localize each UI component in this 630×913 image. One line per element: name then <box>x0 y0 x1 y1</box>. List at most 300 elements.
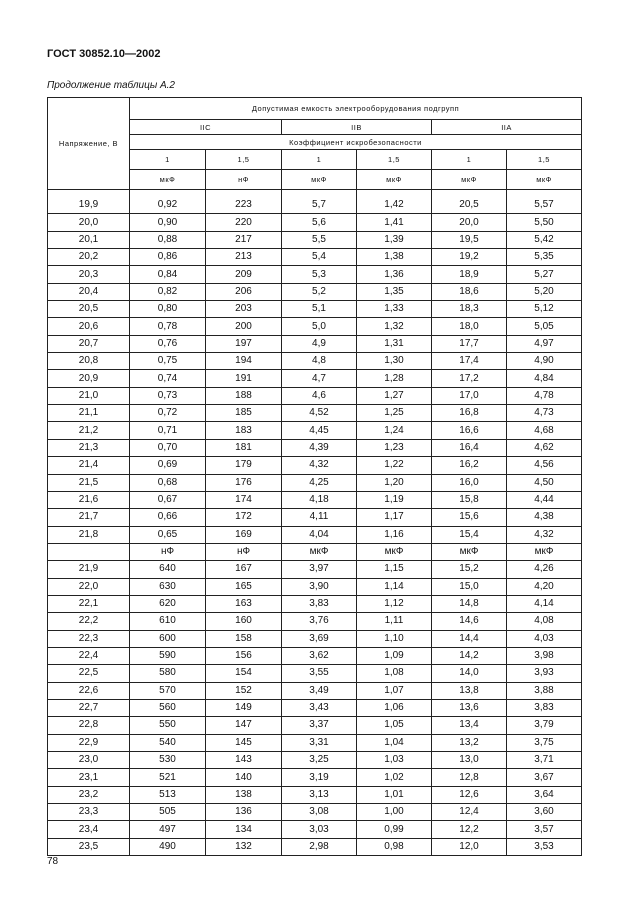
capacitance-cell: 152 <box>206 682 282 699</box>
capacitance-cell: 580 <box>130 665 206 682</box>
voltage-cell: 23,4 <box>48 821 130 838</box>
capacitance-cell: 1,07 <box>357 682 432 699</box>
capacitance-cell: 3,88 <box>507 682 582 699</box>
capacitance-cell: 0,84 <box>130 266 206 283</box>
voltage-cell: 19,9 <box>48 197 130 214</box>
capacitance-cell: 213 <box>206 249 282 266</box>
capacitance-cell: 4,56 <box>507 457 582 474</box>
voltage-cell: 20,6 <box>48 318 130 335</box>
table-row <box>48 387 582 404</box>
table-row <box>48 301 582 318</box>
capacitance-cell: 0,72 <box>130 405 206 422</box>
capacitance-cell: 4,32 <box>507 526 582 543</box>
voltage-cell: 22,2 <box>48 613 130 630</box>
capacitance-cell: 138 <box>206 786 282 803</box>
capacitance-cell: 0,80 <box>130 301 206 318</box>
capacitance-cell: 1,24 <box>357 422 432 439</box>
capacitance-cell: 5,42 <box>507 231 582 248</box>
capacitance-cell: 15,0 <box>432 578 507 595</box>
capacitance-cell: 140 <box>206 769 282 786</box>
table-row <box>48 214 582 231</box>
capacitance-cell: мкФ <box>357 543 432 560</box>
capacitance-cell: 5,35 <box>507 249 582 266</box>
capacitance-cell: 1,31 <box>357 335 432 352</box>
capacitance-cell: 0,71 <box>130 422 206 439</box>
capacitance-cell: 0,73 <box>130 387 206 404</box>
capacitance-cell: 0,67 <box>130 491 206 508</box>
capacitance-cell: 530 <box>130 752 206 769</box>
unit-cell: мкФ <box>432 170 507 190</box>
capacitance-cell: 14,4 <box>432 630 507 647</box>
capacitance-cell: 4,26 <box>507 561 582 578</box>
capacitance-cell: 540 <box>130 734 206 751</box>
capacitance-cell: 5,20 <box>507 283 582 300</box>
capacitance-cell: 0,82 <box>130 283 206 300</box>
capacitance-cell: 0,99 <box>357 821 432 838</box>
capacitance-cell: 1,39 <box>357 231 432 248</box>
capacitance-cell: 174 <box>206 491 282 508</box>
capacitance-cell: 620 <box>130 595 206 612</box>
capacitance-cell: 1,14 <box>357 578 432 595</box>
table-row <box>48 491 582 508</box>
capacitance-cell: 3,69 <box>282 630 357 647</box>
capacitance-cell: 16,0 <box>432 474 507 491</box>
capacitance-cell: 3,71 <box>507 752 582 769</box>
capacitance-cell: 3,25 <box>282 752 357 769</box>
capacitance-cell: 640 <box>130 561 206 578</box>
table-row <box>48 509 582 526</box>
capacitance-cell: 181 <box>206 439 282 456</box>
voltage-cell: 23,3 <box>48 804 130 821</box>
capacitance-cell: 0,65 <box>130 526 206 543</box>
capacitance-cell: 169 <box>206 526 282 543</box>
group-header: IIC <box>130 120 282 135</box>
capacitance-cell: 3,37 <box>282 717 357 734</box>
capacitance-cell: 12,6 <box>432 786 507 803</box>
capacitance-cell: 206 <box>206 283 282 300</box>
coefficient-cell: 1 <box>282 150 357 170</box>
capacitance-cell: 14,6 <box>432 613 507 630</box>
table-row <box>48 665 582 682</box>
capacitance-cell: 13,6 <box>432 699 507 716</box>
capacitance-cell: 1,11 <box>357 613 432 630</box>
capacitance-cell: 4,11 <box>282 509 357 526</box>
table-row <box>48 197 582 214</box>
voltage-cell: 22,3 <box>48 630 130 647</box>
voltage-cell: 22,0 <box>48 578 130 595</box>
capacitance-cell: 4,14 <box>507 595 582 612</box>
capacitance-cell: 4,39 <box>282 439 357 456</box>
voltage-header: Напряжение, В <box>48 98 130 190</box>
voltage-cell: 21,5 <box>48 474 130 491</box>
voltage-cell: 23,1 <box>48 769 130 786</box>
capacitance-cell: 0,68 <box>130 474 206 491</box>
capacitance-cell: 1,23 <box>357 439 432 456</box>
coefficient-header: Коэффициент искробезопасности <box>130 135 582 150</box>
capacitance-cell: 0,70 <box>130 439 206 456</box>
capacitance-cell: 0,86 <box>130 249 206 266</box>
capacitance-cell: 191 <box>206 370 282 387</box>
capacitance-cell: 4,03 <box>507 630 582 647</box>
capacitance-cell: 156 <box>206 647 282 664</box>
voltage-cell: 20,8 <box>48 353 130 370</box>
voltage-cell <box>48 543 130 560</box>
capacitance-cell: 13,4 <box>432 717 507 734</box>
voltage-cell: 22,6 <box>48 682 130 699</box>
capacitance-cell: 18,3 <box>432 301 507 318</box>
capacitance-cell: 1,09 <box>357 647 432 664</box>
capacitance-cell: 12,0 <box>432 838 507 855</box>
capacitance-cell: 17,2 <box>432 370 507 387</box>
capacitance-cell: 1,36 <box>357 266 432 283</box>
coefficient-cell: 1 <box>432 150 507 170</box>
capacitance-cell: 143 <box>206 752 282 769</box>
capacitance-cell: 3,43 <box>282 699 357 716</box>
capacitance-cell: 4,38 <box>507 509 582 526</box>
capacitance-cell: 179 <box>206 457 282 474</box>
capacitance-cell: 3,83 <box>507 699 582 716</box>
voltage-cell: 20,1 <box>48 231 130 248</box>
capacitance-cell: 5,7 <box>282 197 357 214</box>
table-row <box>48 526 582 543</box>
capacitance-cell: 158 <box>206 630 282 647</box>
voltage-cell: 22,7 <box>48 699 130 716</box>
spacer-row <box>48 190 582 198</box>
voltage-cell: 20,9 <box>48 370 130 387</box>
capacitance-cell: 17,4 <box>432 353 507 370</box>
voltage-cell: 21,3 <box>48 439 130 456</box>
capacitance-cell: 5,12 <box>507 301 582 318</box>
table-row <box>48 405 582 422</box>
capacitance-cell: 163 <box>206 595 282 612</box>
voltage-cell: 23,0 <box>48 752 130 769</box>
capacitance-cell: 0,69 <box>130 457 206 474</box>
capacitance-cell: 5,1 <box>282 301 357 318</box>
table-row <box>48 474 582 491</box>
capacitance-cell: 220 <box>206 214 282 231</box>
capacitance-cell: 13,8 <box>432 682 507 699</box>
table-row <box>48 335 582 352</box>
capacitance-cell: 630 <box>130 578 206 595</box>
capacitance-cell: 570 <box>130 682 206 699</box>
capacitance-cell: нФ <box>206 543 282 560</box>
table-row <box>48 804 582 821</box>
capacitance-cell: 3,31 <box>282 734 357 751</box>
capacitance-cell: 5,6 <box>282 214 357 231</box>
capacitance-cell: 3,90 <box>282 578 357 595</box>
page-number: 78 <box>47 856 59 867</box>
capacitance-cell: 1,05 <box>357 717 432 734</box>
capacitance-cell: 5,0 <box>282 318 357 335</box>
capacitance-cell: 15,2 <box>432 561 507 578</box>
capacitance-cell: нФ <box>130 543 206 560</box>
capacitance-cell: 1,27 <box>357 387 432 404</box>
voltage-cell: 21,0 <box>48 387 130 404</box>
unit-cell: нФ <box>206 170 282 190</box>
table-row <box>48 578 582 595</box>
voltage-cell: 21,6 <box>48 491 130 508</box>
capacitance-cell: 1,02 <box>357 769 432 786</box>
capacitance-cell: 1,15 <box>357 561 432 578</box>
capacitance-cell: 0,75 <box>130 353 206 370</box>
capacitance-cell: мкФ <box>282 543 357 560</box>
capacitance-cell: 4,90 <box>507 353 582 370</box>
table-row <box>48 457 582 474</box>
capacitance-cell: 17,0 <box>432 387 507 404</box>
capacitance-cell: 18,6 <box>432 283 507 300</box>
capacitance-cell: 1,10 <box>357 630 432 647</box>
voltage-cell: 22,1 <box>48 595 130 612</box>
capacitance-cell: 20,5 <box>432 197 507 214</box>
capacitance-cell: 17,7 <box>432 335 507 352</box>
capacitance-cell: 3,53 <box>507 838 582 855</box>
capacitance-cell: 1,12 <box>357 595 432 612</box>
capacitance-cell: 3,55 <box>282 665 357 682</box>
voltage-cell: 22,9 <box>48 734 130 751</box>
capacitance-cell: 185 <box>206 405 282 422</box>
capacitance-cell: 590 <box>130 647 206 664</box>
capacitance-cell: 0,66 <box>130 509 206 526</box>
capacitance-cell: 4,78 <box>507 387 582 404</box>
capacitance-cell: 3,93 <box>507 665 582 682</box>
voltage-cell: 23,5 <box>48 838 130 855</box>
capacitance-cell: 14,2 <box>432 647 507 664</box>
document-header: ГОСТ 30852.10—2002 <box>47 48 161 60</box>
table-row <box>48 786 582 803</box>
table-row <box>48 595 582 612</box>
capacitance-cell: 16,6 <box>432 422 507 439</box>
capacitance-cell: 1,08 <box>357 665 432 682</box>
table-row <box>48 682 582 699</box>
capacitance-cell: 4,8 <box>282 353 357 370</box>
capacitance-cell: 1,16 <box>357 526 432 543</box>
table-row <box>48 752 582 769</box>
capacitance-cell: 4,6 <box>282 387 357 404</box>
capacitance-cell: 4,32 <box>282 457 357 474</box>
capacitance-header: Допустимая емкость электрооборудования подгрупп <box>130 98 582 120</box>
unit-cell: мкФ <box>507 170 582 190</box>
capacitance-cell: 19,2 <box>432 249 507 266</box>
voltage-cell: 22,4 <box>48 647 130 664</box>
capacitance-cell: 5,2 <box>282 283 357 300</box>
table-row <box>48 266 582 283</box>
capacitance-cell: 1,03 <box>357 752 432 769</box>
capacitance-cell: 5,27 <box>507 266 582 283</box>
capacitance-cell: мкФ <box>432 543 507 560</box>
capacitance-cell: 20,0 <box>432 214 507 231</box>
capacitance-table <box>47 97 582 856</box>
capacitance-cell: 1,20 <box>357 474 432 491</box>
table-row <box>48 613 582 630</box>
table-row <box>48 231 582 248</box>
capacitance-cell: 1,30 <box>357 353 432 370</box>
capacitance-cell: 3,57 <box>507 821 582 838</box>
capacitance-cell: 5,4 <box>282 249 357 266</box>
coefficient-cell: 1 <box>130 150 206 170</box>
unit-cell: мкФ <box>130 170 206 190</box>
capacitance-cell: 165 <box>206 578 282 595</box>
capacitance-cell: 1,01 <box>357 786 432 803</box>
table-row <box>48 717 582 734</box>
capacitance-cell: 4,08 <box>507 613 582 630</box>
table-row <box>48 647 582 664</box>
voltage-cell: 20,0 <box>48 214 130 231</box>
capacitance-cell: 3,03 <box>282 821 357 838</box>
capacitance-cell: 550 <box>130 717 206 734</box>
capacitance-cell: 497 <box>130 821 206 838</box>
group-header: IIA <box>432 120 582 135</box>
capacitance-cell: 194 <box>206 353 282 370</box>
capacitance-cell: 4,52 <box>282 405 357 422</box>
capacitance-cell: 1,33 <box>357 301 432 318</box>
capacitance-cell: 4,62 <box>507 439 582 456</box>
table-row <box>48 283 582 300</box>
capacitance-cell: 2,98 <box>282 838 357 855</box>
capacitance-cell: 1,32 <box>357 318 432 335</box>
voltage-cell: 21,2 <box>48 422 130 439</box>
capacitance-cell: 223 <box>206 197 282 214</box>
capacitance-cell: 12,8 <box>432 769 507 786</box>
capacitance-cell: 0,74 <box>130 370 206 387</box>
capacitance-cell: 1,17 <box>357 509 432 526</box>
capacitance-cell: 0,92 <box>130 197 206 214</box>
table-row <box>48 821 582 838</box>
capacitance-cell: 560 <box>130 699 206 716</box>
capacitance-cell: 4,68 <box>507 422 582 439</box>
capacitance-cell: 217 <box>206 231 282 248</box>
capacitance-cell: 132 <box>206 838 282 855</box>
table-row <box>48 249 582 266</box>
voltage-cell: 22,5 <box>48 665 130 682</box>
table-row <box>48 370 582 387</box>
table-row <box>48 734 582 751</box>
voltage-cell: 21,9 <box>48 561 130 578</box>
table-row <box>48 439 582 456</box>
capacitance-cell: 4,97 <box>507 335 582 352</box>
capacitance-cell: 3,98 <box>507 647 582 664</box>
capacitance-cell: 513 <box>130 786 206 803</box>
voltage-cell: 20,5 <box>48 301 130 318</box>
unit-cell: мкФ <box>282 170 357 190</box>
capacitance-cell: 3,76 <box>282 613 357 630</box>
capacitance-cell: 203 <box>206 301 282 318</box>
voltage-cell: 21,8 <box>48 526 130 543</box>
capacitance-cell: 134 <box>206 821 282 838</box>
group-header: IIB <box>282 120 432 135</box>
capacitance-cell: 1,38 <box>357 249 432 266</box>
capacitance-cell: 4,44 <box>507 491 582 508</box>
capacitance-cell: 505 <box>130 804 206 821</box>
table-row <box>48 630 582 647</box>
voltage-cell: 21,4 <box>48 457 130 474</box>
table-row <box>48 422 582 439</box>
capacitance-cell: 197 <box>206 335 282 352</box>
capacitance-cell: 3,64 <box>507 786 582 803</box>
capacitance-cell: 12,4 <box>432 804 507 821</box>
capacitance-cell: 1,22 <box>357 457 432 474</box>
capacitance-cell: 3,67 <box>507 769 582 786</box>
capacitance-cell: 5,5 <box>282 231 357 248</box>
table-row <box>48 561 582 578</box>
capacitance-cell: 13,2 <box>432 734 507 751</box>
capacitance-cell: 4,84 <box>507 370 582 387</box>
capacitance-cell: 14,8 <box>432 595 507 612</box>
unit-cell: мкФ <box>357 170 432 190</box>
capacitance-cell: 167 <box>206 561 282 578</box>
capacitance-cell: 154 <box>206 665 282 682</box>
table-row <box>48 699 582 716</box>
capacitance-cell: 172 <box>206 509 282 526</box>
capacitance-cell: 1,42 <box>357 197 432 214</box>
capacitance-cell: 16,2 <box>432 457 507 474</box>
voltage-cell: 20,3 <box>48 266 130 283</box>
capacitance-cell: 0,76 <box>130 335 206 352</box>
capacitance-cell: 0,78 <box>130 318 206 335</box>
capacitance-cell: 18,0 <box>432 318 507 335</box>
coefficient-cell: 1,5 <box>507 150 582 170</box>
capacitance-cell: 188 <box>206 387 282 404</box>
table-row <box>48 353 582 370</box>
capacitance-cell: 490 <box>130 838 206 855</box>
capacitance-cell: 1,04 <box>357 734 432 751</box>
table-row <box>48 769 582 786</box>
capacitance-cell: 521 <box>130 769 206 786</box>
capacitance-cell: 5,05 <box>507 318 582 335</box>
capacitance-cell: мкФ <box>507 543 582 560</box>
capacitance-cell: 15,4 <box>432 526 507 543</box>
table-caption: Продолжение таблицы А.2 <box>47 80 175 91</box>
capacitance-cell: 19,5 <box>432 231 507 248</box>
capacitance-cell: 3,62 <box>282 647 357 664</box>
capacitance-cell: 3,13 <box>282 786 357 803</box>
capacitance-cell: 136 <box>206 804 282 821</box>
capacitance-cell: 3,19 <box>282 769 357 786</box>
voltage-cell: 20,4 <box>48 283 130 300</box>
voltage-cell: 22,8 <box>48 717 130 734</box>
capacitance-cell: 3,08 <box>282 804 357 821</box>
voltage-cell: 23,2 <box>48 786 130 803</box>
capacitance-cell: 3,75 <box>507 734 582 751</box>
capacitance-cell: 160 <box>206 613 282 630</box>
capacitance-cell: 176 <box>206 474 282 491</box>
capacitance-cell: 0,98 <box>357 838 432 855</box>
capacitance-cell: 3,97 <box>282 561 357 578</box>
capacitance-cell: 1,00 <box>357 804 432 821</box>
table-row <box>48 318 582 335</box>
capacitance-cell: 4,18 <box>282 491 357 508</box>
capacitance-cell: 16,4 <box>432 439 507 456</box>
capacitance-cell: 1,41 <box>357 214 432 231</box>
capacitance-cell: 209 <box>206 266 282 283</box>
capacitance-cell: 15,6 <box>432 509 507 526</box>
capacitance-cell: 4,73 <box>507 405 582 422</box>
capacitance-cell: 147 <box>206 717 282 734</box>
capacitance-cell: 3,79 <box>507 717 582 734</box>
capacitance-cell: 5,50 <box>507 214 582 231</box>
coefficient-cell: 1,5 <box>357 150 432 170</box>
capacitance-cell: 200 <box>206 318 282 335</box>
capacitance-cell: 18,9 <box>432 266 507 283</box>
voltage-cell: 20,2 <box>48 249 130 266</box>
capacitance-cell: 0,90 <box>130 214 206 231</box>
capacitance-cell: 610 <box>130 613 206 630</box>
capacitance-cell: 12,2 <box>432 821 507 838</box>
capacitance-cell: 4,25 <box>282 474 357 491</box>
capacitance-cell: 4,7 <box>282 370 357 387</box>
capacitance-cell: 0,88 <box>130 231 206 248</box>
table-body <box>48 190 582 856</box>
capacitance-cell: 1,35 <box>357 283 432 300</box>
